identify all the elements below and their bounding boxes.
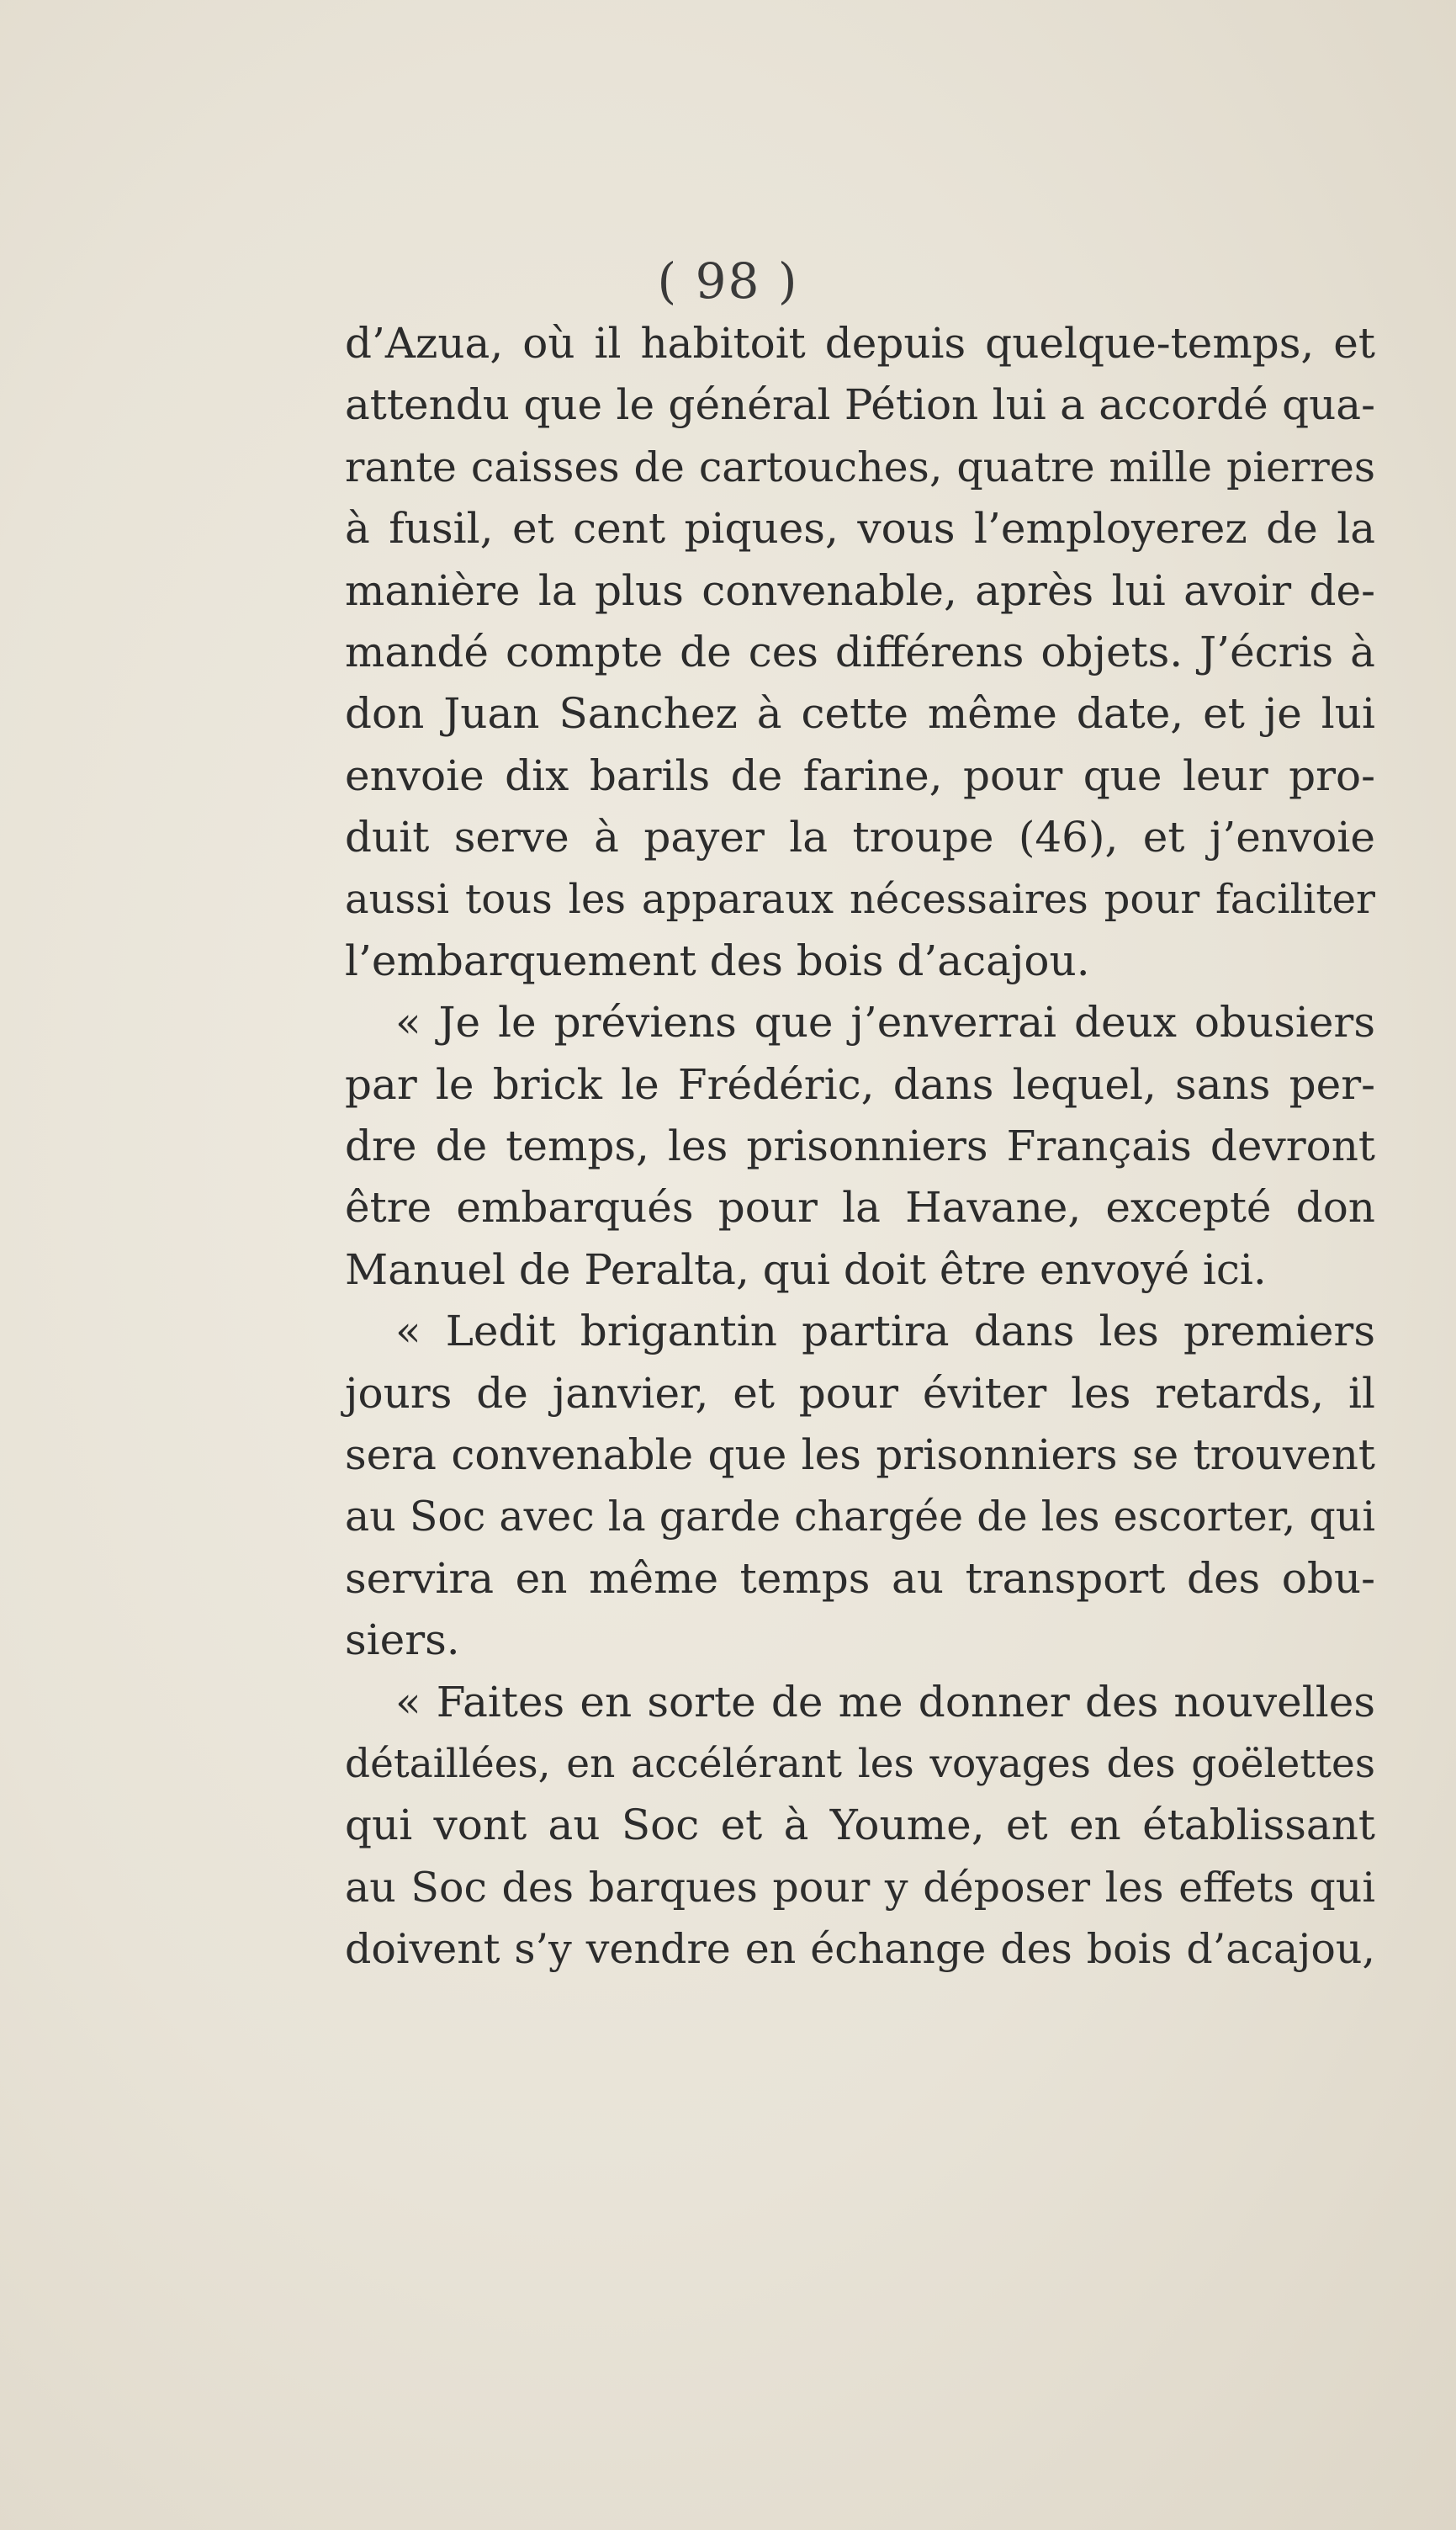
text-line: envoie dix barils de farine, pour que leur pro-	[345, 751, 1375, 800]
text-line: « Ledit brigantin partira dans les premiers	[395, 1307, 1375, 1356]
text-line: siers.	[345, 1615, 460, 1665]
text-line: duit serve à payer la troupe (46), et j’envoie	[345, 813, 1375, 862]
text-line: attendu que le général Pétion lui a accordé qua-	[345, 380, 1375, 430]
text-line: par le brick le Frédéric, dans lequel, sans per-	[345, 1059, 1375, 1109]
text-line: servira en même temps au transport des obu-	[345, 1553, 1375, 1603]
text-line: détaillées, en accélérant les voyages des goëlettes	[345, 1740, 1375, 1787]
text-line: l’embarquement des bois d’acajou.	[345, 936, 1090, 985]
page-number: ( 98 )	[657, 252, 799, 310]
text-line: d’Azua, où il habitoit depuis quelque-temps, et	[345, 319, 1375, 368]
text-line: aussi tous les apparaux nécessaires pour faciliter	[345, 875, 1375, 923]
text-line: manière la plus convenable, après lui avoir de-	[345, 565, 1375, 615]
text-line: « Faites en sorte de me donner des nouvelles	[395, 1677, 1375, 1726]
text-line: sera convenable que les prisonniers se trouvent	[345, 1430, 1375, 1480]
text-line: rante caisses de cartouches, quatre mille pierres	[345, 443, 1375, 491]
body-text	[345, 313, 1375, 1981]
text-line: Manuel de Peralta, qui doit être envoyé ici.	[345, 1244, 1267, 1294]
text-line: mandé compte de ces différens objets. J’écris à	[345, 627, 1375, 676]
text-line: au Soc des barques pour y déposer les effets qui	[345, 1863, 1375, 1912]
text-line: être embarqués pour la Havane, excepté don	[345, 1183, 1375, 1233]
text-line: « Je le préviens que j’enverrai deux obusiers	[395, 998, 1375, 1048]
text-line: doivent s’y vendre en échange des bois d’acajou,	[345, 1925, 1375, 1974]
text-line: qui vont au Soc et à Youme, et en établissant	[345, 1801, 1375, 1850]
text-line: don Juan Sanchez à cette même date, et je lui	[345, 689, 1375, 739]
text-line: dre de temps, les prisonniers Français devront	[345, 1122, 1375, 1171]
text-line: jours de janvier, et pour éviter les retards, il	[345, 1368, 1375, 1418]
text-line: à fusil, et cent piques, vous l’employerez de la	[345, 504, 1375, 554]
text-line: au Soc avec la garde chargée de les escorter, qui	[345, 1493, 1375, 1541]
